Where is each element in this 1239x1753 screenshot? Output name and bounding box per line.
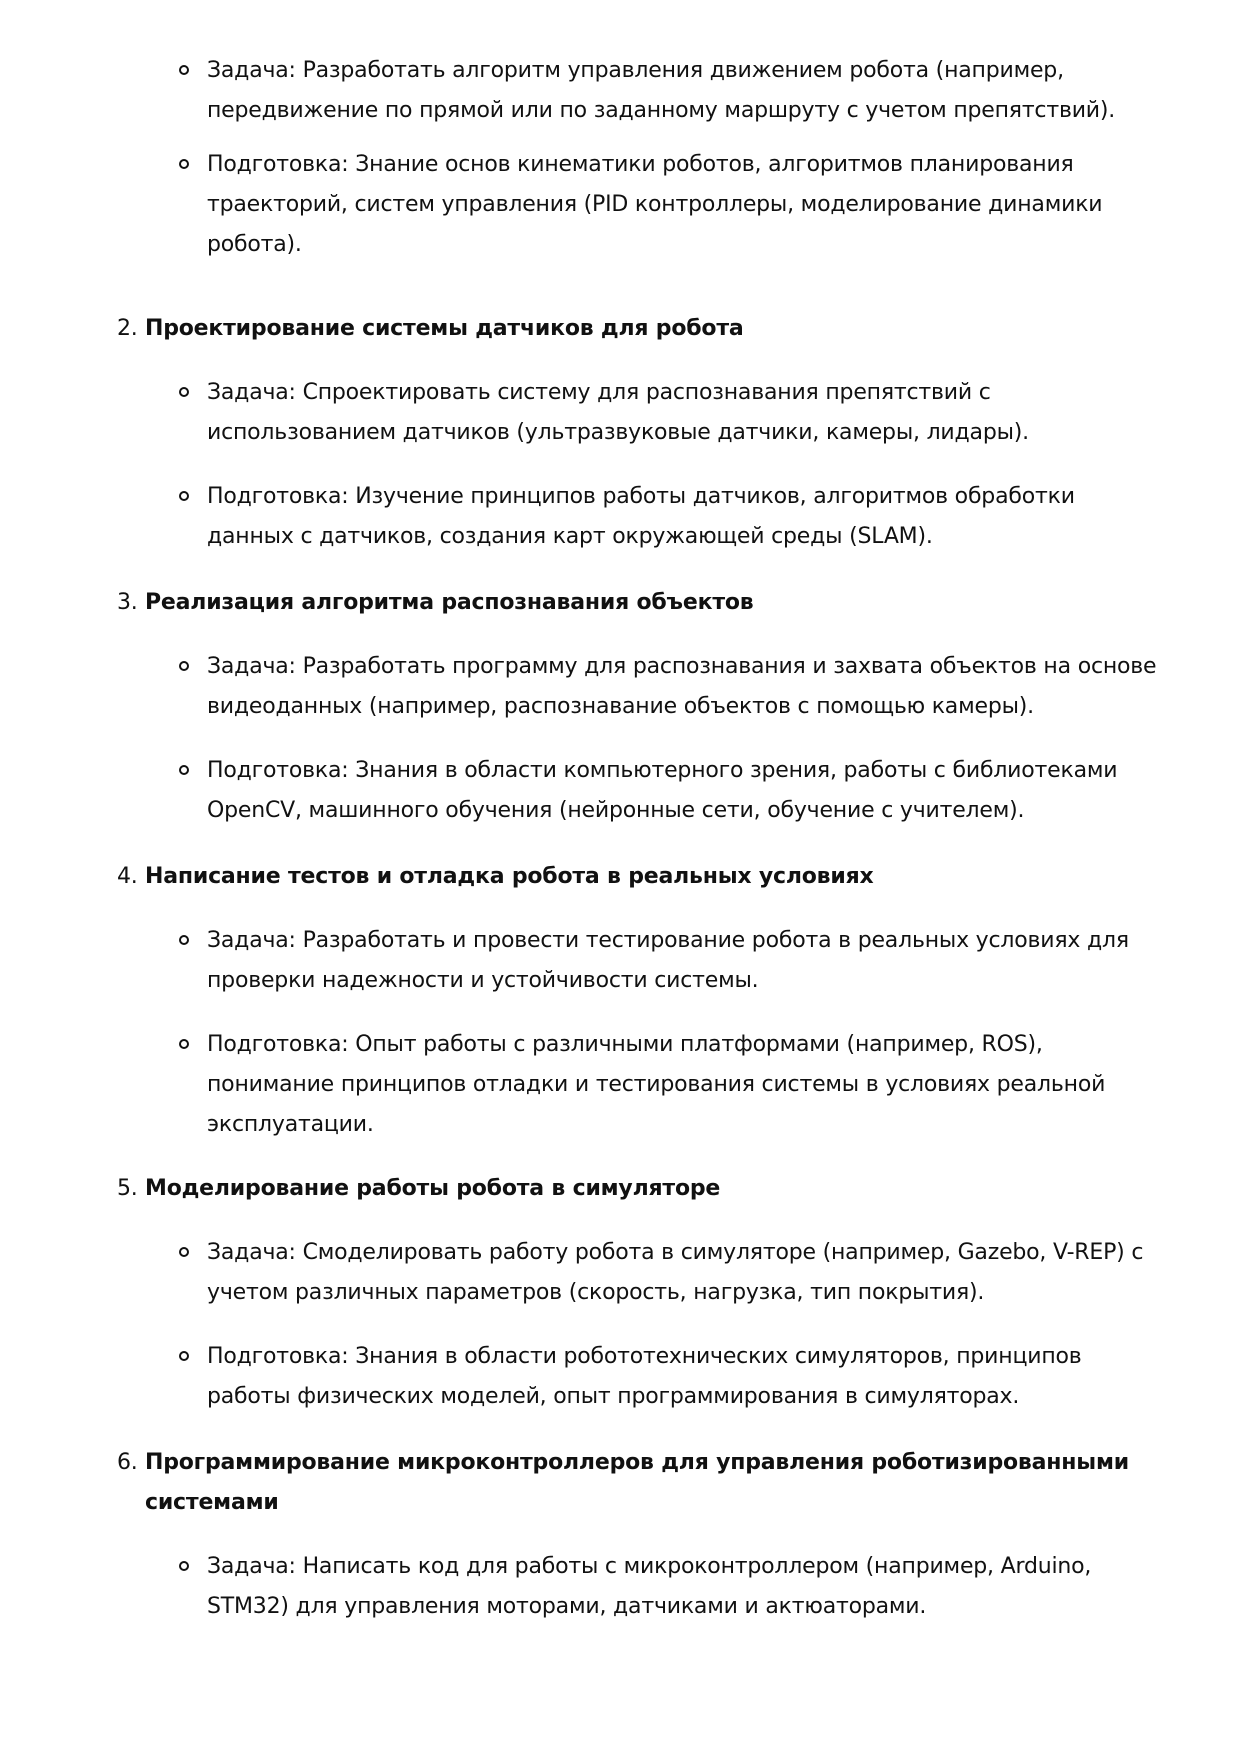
list-item (207, 1547, 1157, 1627)
text-line: робота). (207, 232, 302, 257)
text-line: Подготовка: Знания в области робототехнических симуляторов, принципов (207, 1344, 1082, 1369)
text-line: данных с датчиков, создания карт окружающей среды (SLAM). (207, 524, 933, 549)
heading-line: Моделирование работы робота в симуляторе (145, 1176, 721, 1201)
list-item (207, 1025, 1157, 1145)
text-line: видеоданных (например, распознавание объектов с помощью камеры). (207, 694, 1034, 719)
list-item (207, 647, 1157, 727)
heading-number: 2. (117, 316, 138, 341)
hollow-circle-bullet-icon (179, 661, 189, 671)
heading-number: 4. (117, 864, 138, 889)
section-heading (117, 583, 1127, 623)
hollow-circle-bullet-icon (179, 65, 189, 75)
hollow-circle-bullet-icon (179, 765, 189, 775)
text-line: Задача: Разработать алгоритм управления движением робота (например, (207, 58, 1064, 83)
heading-text (145, 1169, 1127, 1209)
heading-text (145, 857, 1127, 897)
text-line: использованием датчиков (ультразвуковые датчики, камеры, лидары). (207, 420, 1029, 445)
hollow-circle-bullet-icon (179, 1039, 189, 1049)
text-line: проверки надежности и устойчивости системы. (207, 968, 759, 993)
list-item (207, 51, 1157, 131)
list-item (207, 751, 1157, 831)
section-heading (117, 857, 1127, 897)
text-line: Задача: Смоделировать работу робота в симуляторе (например, Gazebo, V-REP) с (207, 1240, 1144, 1265)
hollow-circle-bullet-icon (179, 491, 189, 501)
hollow-circle-bullet-icon (179, 1561, 189, 1571)
section-heading (117, 1443, 1127, 1523)
text-line: передвижение по прямой или по заданному маршруту с учетом препятствий). (207, 98, 1116, 123)
list-item (207, 1233, 1157, 1313)
text-line: STM32) для управления моторами, датчиками и актюаторами. (207, 1594, 927, 1619)
text-line: эксплуатации. (207, 1112, 374, 1137)
heading-line: системами (145, 1490, 279, 1515)
heading-text (145, 309, 1127, 349)
heading-text (145, 583, 1127, 623)
heading-line: Проектирование системы датчиков для робота (145, 316, 744, 341)
text-line: Подготовка: Опыт работы с различными платформами (например, ROS), (207, 1032, 1043, 1057)
text-line: работы физических моделей, опыт программирования в симуляторах. (207, 1384, 1020, 1409)
text-line: Подготовка: Знания в области компьютерного зрения, работы с библиотеками (207, 758, 1118, 783)
hollow-circle-bullet-icon (179, 1351, 189, 1361)
text-line: Подготовка: Знание основ кинематики роботов, алгоритмов планирования (207, 152, 1074, 177)
list-item (207, 145, 1157, 265)
list-item (207, 373, 1157, 453)
heading-number: 6. (117, 1450, 138, 1475)
text-line: понимание принципов отладки и тестирования системы в условиях реальной (207, 1072, 1106, 1097)
text-line: Задача: Разработать и провести тестирование робота в реальных условиях для (207, 928, 1129, 953)
hollow-circle-bullet-icon (179, 159, 189, 169)
text-line: Задача: Написать код для работы с микроконтроллером (например, Arduino, (207, 1554, 1092, 1579)
section-heading (117, 309, 1127, 349)
text-line: Задача: Разработать программу для распознавания и захвата объектов на основе (207, 654, 1157, 679)
text-line: OpenCV, машинного обучения (нейронные сети, обучение с учителем). (207, 798, 1025, 823)
text-line: Задача: Спроектировать систему для распознавания препятствий с (207, 380, 991, 405)
list-item (207, 921, 1157, 1001)
text-line: траекторий, систем управления (PID контроллеры, моделирование динамики (207, 192, 1103, 217)
list-item (207, 477, 1157, 557)
section-heading (117, 1169, 1127, 1209)
text-line: Подготовка: Изучение принципов работы датчиков, алгоритмов обработки (207, 484, 1075, 509)
heading-number: 5. (117, 1176, 138, 1201)
text-line: учетом различных параметров (скорость, нагрузка, тип покрытия). (207, 1280, 985, 1305)
heading-text (145, 1443, 1127, 1523)
heading-line: Реализация алгоритма распознавания объектов (145, 590, 754, 615)
heading-line: Написание тестов и отладка робота в реальных условиях (145, 864, 874, 889)
heading-number: 3. (117, 590, 138, 615)
list-item (207, 1337, 1157, 1417)
hollow-circle-bullet-icon (179, 935, 189, 945)
hollow-circle-bullet-icon (179, 1247, 189, 1257)
hollow-circle-bullet-icon (179, 387, 189, 397)
heading-line: Программирование микроконтроллеров для управления роботизированными (145, 1450, 1129, 1475)
